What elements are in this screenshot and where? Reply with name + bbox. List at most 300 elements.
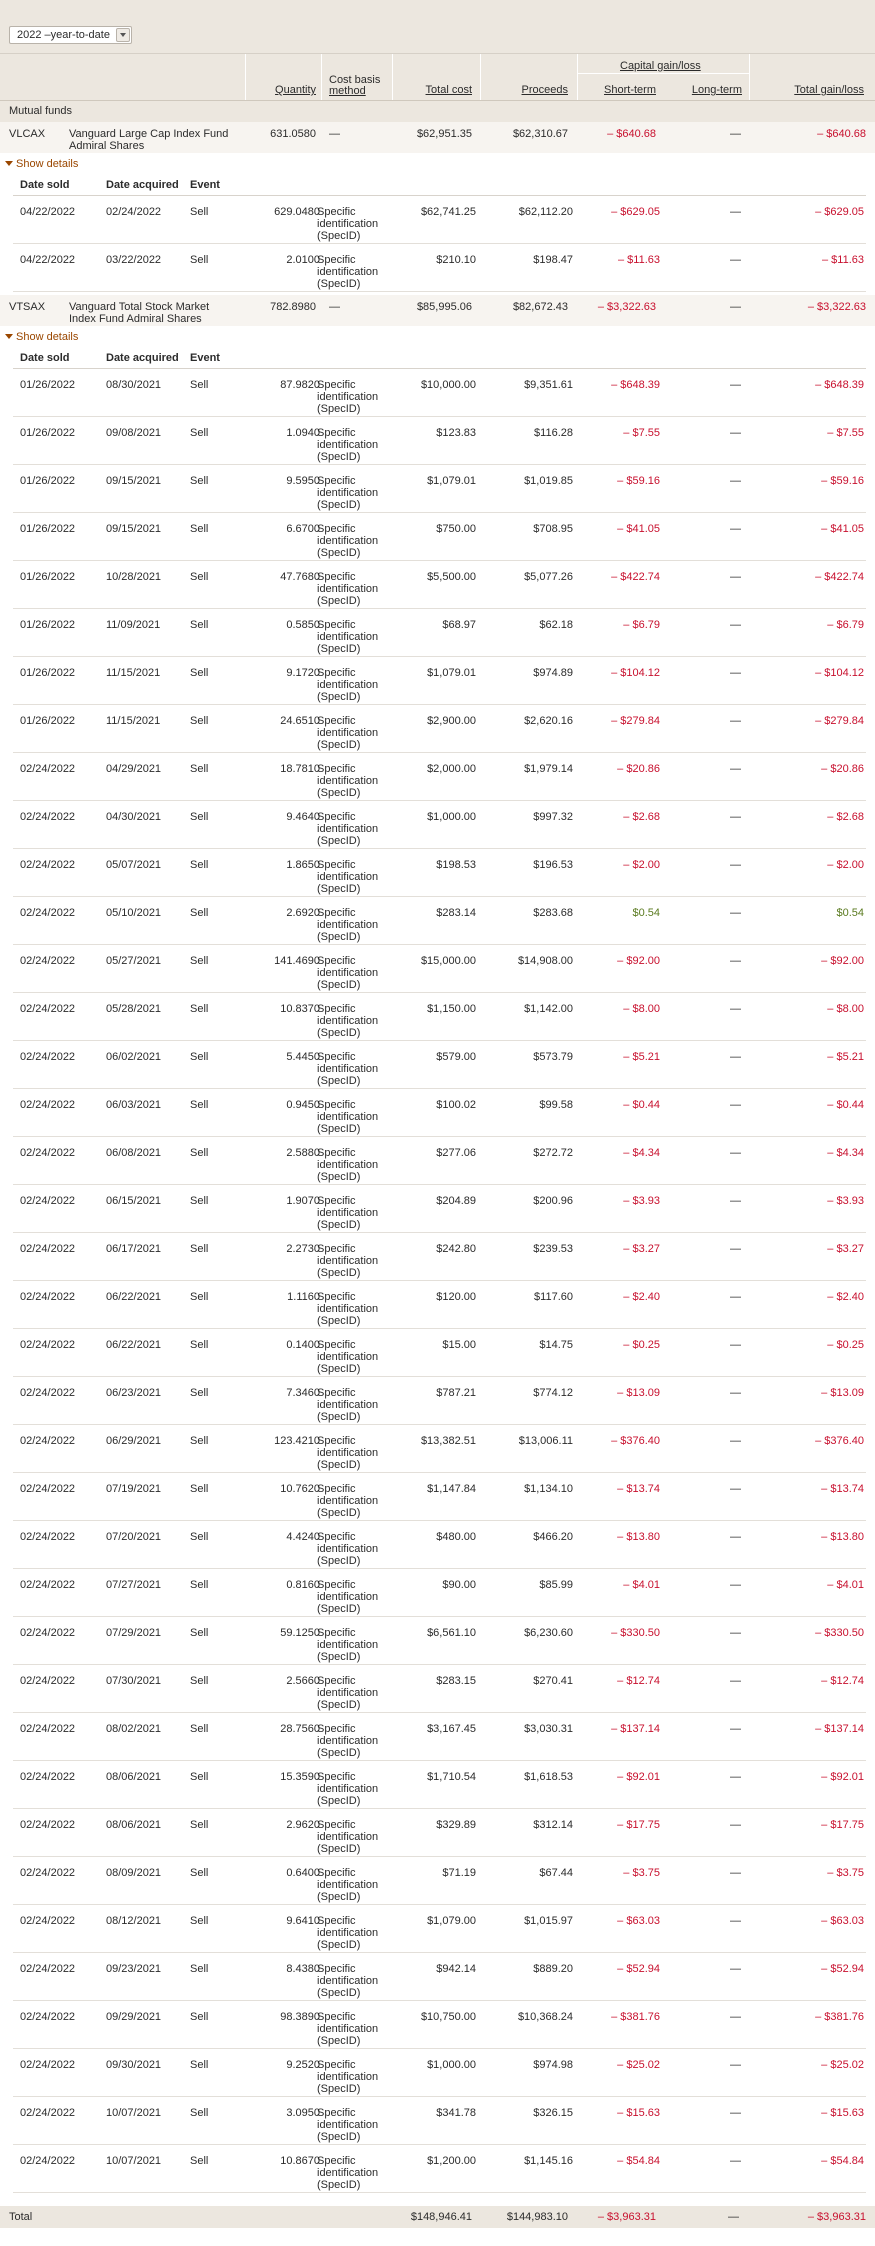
lot-row — [13, 1377, 866, 1425]
lot-total-gain-loss: – $52.94 — [821, 1963, 864, 1975]
lot-cost-basis-method: Specific identification (SpecID) — [317, 2059, 379, 2095]
lot-date-sold: 02/24/2022 — [20, 811, 76, 823]
lot-event: Sell — [190, 1963, 209, 1975]
lot-date-acquired: 05/27/2021 — [106, 955, 162, 967]
lot-total-gain-loss: – $104.12 — [815, 667, 864, 679]
col-total-gain-loss[interactable]: Total gain/loss — [794, 84, 864, 96]
lot-date-acquired: 07/29/2021 — [106, 1627, 162, 1639]
lot-event: Sell — [190, 523, 209, 535]
lot-row — [13, 196, 866, 244]
lot-cost-basis-method: Specific identification (SpecID) — [317, 1339, 379, 1375]
lot-total-cost: $480.00 — [436, 1531, 476, 1543]
lot-quantity: 98.3890 — [280, 2011, 320, 2023]
lot-row — [13, 1425, 866, 1473]
lot-total-gain-loss: – $648.39 — [815, 379, 864, 391]
chevron-down-icon[interactable] — [116, 28, 130, 42]
lot-total-gain-loss: – $2.68 — [827, 811, 864, 823]
lot-date-sold: 02/24/2022 — [20, 1963, 76, 1975]
lot-cost-basis-method: Specific identification (SpecID) — [317, 2011, 379, 2047]
lot-date-acquired: 08/06/2021 — [106, 1819, 162, 1831]
fund-short-term: – $640.68 — [607, 128, 656, 140]
lot-cost-basis-method: Specific identification (SpecID) — [317, 907, 379, 943]
lot-proceeds: $774.12 — [533, 1387, 573, 1399]
lot-short-term: – $2.40 — [623, 1291, 660, 1303]
lot-date-acquired: 08/02/2021 — [106, 1723, 162, 1735]
lot-short-term: $0.54 — [632, 907, 660, 919]
lot-total-gain-loss: – $0.44 — [827, 1099, 864, 1111]
lot-cost-basis-method: Specific identification (SpecID) — [317, 715, 379, 751]
lot-proceeds: $196.53 — [533, 859, 573, 871]
lot-short-term: – $15.63 — [617, 2107, 660, 2119]
lot-proceeds: $67.44 — [539, 1867, 573, 1879]
fund-long-term: — — [730, 128, 741, 140]
lot-proceeds: $62,112.20 — [518, 206, 573, 218]
fund-quantity: 631.0580 — [270, 128, 316, 140]
lot-total-cost: $13,382.51 — [420, 1435, 476, 1447]
lot-proceeds: $573.79 — [533, 1051, 573, 1063]
lot-proceeds: $1,142.00 — [524, 1003, 573, 1015]
lot-long-term: — — [730, 715, 741, 727]
lot-long-term: — — [730, 1819, 741, 1831]
lot-total-gain-loss: – $13.74 — [821, 1483, 864, 1495]
lot-event: Sell — [190, 1051, 209, 1063]
lot-total-cost: $942.14 — [436, 1963, 476, 1975]
lot-total-cost: $1,200.00 — [427, 2155, 476, 2167]
lot-event: Sell — [190, 1147, 209, 1159]
lot-short-term: – $0.25 — [623, 1339, 660, 1351]
lot-cost-basis-method: Specific identification (SpecID) — [317, 206, 379, 242]
lot-total-cost: $123.83 — [436, 427, 476, 439]
lot-total-gain-loss: – $0.25 — [827, 1339, 864, 1351]
lot-col-date-sold: Date sold — [20, 179, 70, 191]
lot-proceeds: $116.28 — [534, 427, 573, 439]
lot-long-term: — — [730, 859, 741, 871]
lot-row — [13, 1233, 866, 1281]
period-select[interactable] — [9, 26, 132, 44]
lot-date-acquired: 07/27/2021 — [106, 1579, 162, 1591]
lot-quantity: 2.6920 — [286, 907, 320, 919]
lot-event: Sell — [190, 2059, 209, 2071]
lot-long-term: — — [730, 523, 741, 535]
lot-date-sold: 01/26/2022 — [20, 379, 76, 391]
lot-cost-basis-method: Specific identification (SpecID) — [317, 619, 379, 655]
lot-date-acquired: 08/12/2021 — [106, 1915, 162, 1927]
lot-header — [13, 174, 866, 196]
lot-proceeds: $974.98 — [533, 2059, 573, 2071]
lot-short-term: – $5.21 — [623, 1051, 660, 1063]
lot-proceeds: $14.75 — [539, 1339, 573, 1351]
lot-total-gain-loss: – $4.01 — [827, 1579, 864, 1591]
lot-col-date-sold: Date sold — [20, 352, 70, 364]
col-proceeds[interactable]: Proceeds — [521, 84, 568, 96]
lot-date-sold: 02/24/2022 — [20, 1291, 76, 1303]
lot-short-term: – $0.44 — [623, 1099, 660, 1111]
lot-total-gain-loss: – $92.01 — [821, 1771, 864, 1783]
lot-total-cost: $71.19 — [442, 1867, 476, 1879]
lot-short-term: – $648.39 — [611, 379, 660, 391]
fund-symbol: VLCAX — [9, 128, 46, 140]
lot-header — [13, 347, 866, 369]
lot-total-gain-loss: – $137.14 — [815, 1723, 864, 1735]
lot-quantity: 0.5850 — [286, 619, 320, 631]
lot-date-acquired: 06/15/2021 — [106, 1195, 162, 1207]
lot-short-term: – $7.55 — [623, 427, 660, 439]
lot-total-cost: $1,000.00 — [427, 811, 476, 823]
lot-total-gain-loss: – $63.03 — [821, 1915, 864, 1927]
lot-total-gain-loss: – $8.00 — [827, 1003, 864, 1015]
lot-proceeds: $2,620.16 — [524, 715, 573, 727]
col-cost-basis-method-2[interactable]: method — [329, 85, 366, 97]
lot-total-cost: $242.80 — [436, 1243, 476, 1255]
lot-event: Sell — [190, 1867, 209, 1879]
lot-date-acquired: 11/09/2021 — [106, 619, 161, 631]
fund-method: — — [329, 301, 340, 313]
lot-cost-basis-method: Specific identification (SpecID) — [317, 254, 379, 290]
lot-date-sold: 01/26/2022 — [20, 619, 76, 631]
lot-cost-basis-method: Specific identification (SpecID) — [317, 2155, 379, 2191]
lot-date-sold: 02/24/2022 — [20, 2059, 76, 2071]
lot-event: Sell — [190, 715, 209, 727]
lot-event: Sell — [190, 1483, 209, 1495]
lot-total-gain-loss: – $7.55 — [827, 427, 864, 439]
lot-date-sold: 02/24/2022 — [20, 1099, 76, 1111]
period-select-value: 2022 –year-to-date — [17, 29, 110, 41]
lot-total-gain-loss: – $54.84 — [821, 2155, 864, 2167]
fund-proceeds: $82,672.43 — [512, 301, 568, 313]
lot-event: Sell — [190, 2107, 209, 2119]
lot-cost-basis-method: Specific identification (SpecID) — [317, 1531, 379, 1567]
lot-col-event: Event — [190, 352, 220, 364]
show-details-label: Show details — [16, 158, 79, 170]
lot-total-cost: $341.78 — [436, 2107, 476, 2119]
lot-total-gain-loss: – $376.40 — [815, 1435, 864, 1447]
lot-col-date-acquired: Date acquired — [106, 179, 179, 191]
lot-date-acquired: 06/08/2021 — [106, 1147, 162, 1159]
lot-quantity: 2.9620 — [286, 1819, 320, 1831]
lot-total-gain-loss: – $13.80 — [821, 1531, 864, 1543]
lot-cost-basis-method: Specific identification (SpecID) — [317, 1723, 379, 1759]
lot-row — [13, 369, 866, 417]
lot-date-acquired: 11/15/2021 — [106, 667, 161, 679]
lot-cost-basis-method: Specific identification (SpecID) — [317, 1003, 379, 1039]
lot-cost-basis-method: Specific identification (SpecID) — [317, 1627, 379, 1663]
lot-row — [13, 1857, 866, 1905]
lot-total-gain-loss: – $3.27 — [827, 1243, 864, 1255]
lot-date-acquired: 05/07/2021 — [106, 859, 162, 871]
lot-cost-basis-method: Specific identification (SpecID) — [317, 1099, 379, 1135]
lot-proceeds: $99.58 — [539, 1099, 573, 1111]
lot-quantity: 9.5950 — [286, 475, 320, 487]
lot-quantity: 10.8370 — [280, 1003, 320, 1015]
fund-total-cost: $85,995.06 — [416, 301, 472, 313]
lot-short-term: – $330.50 — [611, 1627, 660, 1639]
total-cost: $148,946.41 — [410, 2211, 472, 2223]
lot-row — [13, 897, 866, 945]
lot-date-sold: 02/24/2022 — [20, 955, 76, 967]
fund-method: — — [329, 128, 340, 140]
col-long-term[interactable]: Long-term — [691, 84, 742, 96]
lot-total-cost: $120.00 — [436, 1291, 476, 1303]
lot-date-sold: 02/24/2022 — [20, 1627, 76, 1639]
lot-date-sold: 02/24/2022 — [20, 1867, 76, 1879]
total-short-term: – $3,963.31 — [597, 2211, 656, 2223]
col-short-term[interactable]: Short-term — [604, 84, 656, 96]
lot-row — [13, 2049, 866, 2097]
lot-total-gain-loss: – $2.40 — [827, 1291, 864, 1303]
lot-row — [13, 1953, 866, 2001]
lot-total-cost: $100.02 — [436, 1099, 476, 1111]
fund-total-gain-loss: – $3,322.63 — [807, 301, 866, 313]
lot-short-term: – $92.01 — [617, 1771, 660, 1783]
show-details-toggle[interactable] — [0, 154, 875, 174]
lot-date-acquired: 04/29/2021 — [106, 763, 162, 775]
lot-date-sold: 02/24/2022 — [20, 1483, 76, 1495]
lot-total-cost: $10,000.00 — [420, 379, 476, 391]
lot-date-acquired: 03/22/2022 — [106, 254, 162, 266]
col-total-cost[interactable]: Total cost — [425, 84, 472, 96]
lot-total-gain-loss: – $5.21 — [827, 1051, 864, 1063]
lot-cost-basis-method: Specific identification (SpecID) — [317, 1291, 379, 1327]
caret-down-icon — [5, 161, 13, 166]
lot-quantity: 0.8160 — [286, 1579, 320, 1591]
lot-proceeds: $1,618.53 — [524, 1771, 573, 1783]
lot-total-cost: $750.00 — [436, 523, 476, 535]
lot-date-sold: 02/24/2022 — [20, 2011, 76, 2023]
lot-date-sold: 02/24/2022 — [20, 1723, 76, 1735]
lot-cost-basis-method: Specific identification (SpecID) — [317, 475, 379, 511]
lot-total-cost: $6,561.10 — [427, 1627, 476, 1639]
lot-proceeds: $14,908.00 — [517, 955, 573, 967]
lot-long-term: — — [730, 763, 741, 775]
lot-date-sold: 02/24/2022 — [20, 1819, 76, 1831]
lot-row — [13, 1761, 866, 1809]
lot-total-cost: $579.00 — [436, 1051, 476, 1063]
lot-date-acquired: 11/15/2021 — [106, 715, 161, 727]
lot-quantity: 5.4450 — [286, 1051, 320, 1063]
lot-total-cost: $15.00 — [442, 1339, 476, 1351]
lot-short-term: – $92.00 — [617, 955, 660, 967]
lot-long-term: — — [730, 811, 741, 823]
lot-total-gain-loss: – $11.63 — [821, 254, 864, 266]
lot-long-term: — — [730, 254, 741, 266]
lot-date-sold: 02/24/2022 — [20, 1051, 76, 1063]
lot-row — [13, 2145, 866, 2193]
lot-total-gain-loss: – $41.05 — [821, 523, 864, 535]
lot-date-acquired: 06/22/2021 — [106, 1291, 162, 1303]
lot-long-term: — — [730, 667, 741, 679]
lot-total-gain-loss: – $13.09 — [821, 1387, 864, 1399]
lot-event: Sell — [190, 1579, 209, 1591]
lot-quantity: 3.0950 — [286, 2107, 320, 2119]
total-proceeds: $144,983.10 — [506, 2211, 568, 2223]
lot-proceeds: $1,145.16 — [524, 2155, 573, 2167]
lot-short-term: – $422.74 — [611, 571, 660, 583]
lot-date-sold: 02/24/2022 — [20, 1579, 76, 1591]
lot-long-term: — — [730, 619, 741, 631]
lot-proceeds: $283.68 — [533, 907, 573, 919]
lot-date-sold: 02/24/2022 — [20, 1435, 76, 1447]
lot-quantity: 9.6410 — [286, 1915, 320, 1927]
lot-short-term: – $13.80 — [617, 1531, 660, 1543]
lot-date-acquired: 10/07/2021 — [106, 2107, 162, 2119]
lot-quantity: 9.4640 — [286, 811, 320, 823]
lot-date-sold: 02/24/2022 — [20, 1387, 76, 1399]
lot-quantity: 59.1250 — [280, 1627, 320, 1639]
lot-quantity: 1.8650 — [286, 859, 320, 871]
lot-total-cost: $62,741.25 — [420, 206, 476, 218]
lot-total-cost: $198.53 — [436, 859, 476, 871]
lot-cost-basis-method: Specific identification (SpecID) — [317, 1819, 379, 1855]
lot-quantity: 2.5880 — [286, 1147, 320, 1159]
lot-cost-basis-method: Specific identification (SpecID) — [317, 667, 379, 703]
lot-total-gain-loss: – $422.74 — [815, 571, 864, 583]
lot-total-cost: $2,000.00 — [427, 763, 476, 775]
show-details-label: Show details — [16, 331, 79, 343]
lot-total-gain-loss: – $12.74 — [821, 1675, 864, 1687]
lot-long-term: — — [730, 2011, 741, 2023]
lot-row — [13, 1041, 866, 1089]
lot-short-term: – $63.03 — [617, 1915, 660, 1927]
lot-proceeds: $9,351.61 — [524, 379, 573, 391]
lot-date-sold: 01/26/2022 — [20, 523, 76, 535]
lot-cost-basis-method: Specific identification (SpecID) — [317, 1963, 379, 1999]
lot-total-gain-loss: – $629.05 — [815, 206, 864, 218]
lot-proceeds: $85.99 — [539, 1579, 573, 1591]
lot-short-term: – $104.12 — [611, 667, 660, 679]
lot-short-term: – $13.09 — [617, 1387, 660, 1399]
lot-event: Sell — [190, 667, 209, 679]
lot-total-gain-loss: – $3.93 — [827, 1195, 864, 1207]
lot-quantity: 15.3590 — [280, 1771, 320, 1783]
lot-row — [13, 849, 866, 897]
lot-date-acquired: 05/10/2021 — [106, 907, 162, 919]
lot-quantity: 28.7560 — [280, 1723, 320, 1735]
lot-event: Sell — [190, 1723, 209, 1735]
total-label: Total — [9, 2211, 33, 2223]
lot-col-event: Event — [190, 179, 220, 191]
lot-quantity: 9.2520 — [286, 2059, 320, 2071]
lot-cost-basis-method: Specific identification (SpecID) — [317, 523, 379, 559]
lot-quantity: 18.7810 — [280, 763, 320, 775]
lot-proceeds: $272.72 — [533, 1147, 573, 1159]
lot-short-term: – $3.27 — [623, 1243, 660, 1255]
lot-quantity: 141.4690 — [274, 955, 320, 967]
lot-date-sold: 02/24/2022 — [20, 1243, 76, 1255]
lot-proceeds: $62.18 — [539, 619, 573, 631]
lot-total-gain-loss: – $15.63 — [821, 2107, 864, 2119]
lot-quantity: 0.6400 — [286, 1867, 320, 1879]
lot-cost-basis-method: Specific identification (SpecID) — [317, 1579, 379, 1615]
lot-date-acquired: 09/15/2021 — [106, 523, 162, 535]
lot-total-cost: $15,000.00 — [420, 955, 476, 967]
lot-proceeds: $198.47 — [533, 254, 573, 266]
lot-total-gain-loss: – $330.50 — [815, 1627, 864, 1639]
lot-date-acquired: 07/30/2021 — [106, 1675, 162, 1687]
lot-row — [13, 1665, 866, 1713]
fund-row — [0, 295, 875, 327]
lot-cost-basis-method: Specific identification (SpecID) — [317, 811, 379, 847]
lot-quantity: 8.4380 — [286, 1963, 320, 1975]
lot-event: Sell — [190, 1531, 209, 1543]
lot-quantity: 1.1160 — [287, 1291, 320, 1303]
lot-quantity: 2.5660 — [286, 1675, 320, 1687]
lot-quantity: 24.6510 — [280, 715, 320, 727]
lot-row — [13, 945, 866, 993]
lot-long-term: — — [730, 1963, 741, 1975]
lot-row — [13, 465, 866, 513]
lot-proceeds: $239.53 — [533, 1243, 573, 1255]
lot-event: Sell — [190, 2155, 209, 2167]
lot-long-term: — — [730, 1435, 741, 1447]
lot-proceeds: $200.96 — [533, 1195, 573, 1207]
lot-event: Sell — [190, 1387, 209, 1399]
lot-date-sold: 01/26/2022 — [20, 667, 76, 679]
lot-date-acquired: 10/28/2021 — [106, 571, 162, 583]
lot-total-cost: $1,147.84 — [427, 1483, 476, 1495]
lot-row — [13, 705, 866, 753]
lot-long-term: — — [730, 955, 741, 967]
lot-date-sold: 01/26/2022 — [20, 715, 76, 727]
lot-row — [13, 1329, 866, 1377]
lot-event: Sell — [190, 1339, 209, 1351]
lot-long-term: — — [730, 571, 741, 583]
lot-date-sold: 02/24/2022 — [20, 1771, 76, 1783]
lot-total-cost: $1,000.00 — [427, 2059, 476, 2071]
lot-date-sold: 01/26/2022 — [20, 571, 76, 583]
lot-date-sold: 02/24/2022 — [20, 763, 76, 775]
fund-total-gain-loss: – $640.68 — [817, 128, 866, 140]
lot-row — [13, 561, 866, 609]
lot-row — [13, 244, 866, 292]
col-capital-gain-loss: Capital gain/loss — [620, 60, 701, 72]
lot-total-gain-loss: – $20.86 — [821, 763, 864, 775]
lot-long-term: — — [730, 2059, 741, 2071]
lot-quantity: 2.0100 — [286, 254, 320, 266]
lot-long-term: — — [730, 1483, 741, 1495]
lot-long-term: — — [730, 2155, 741, 2167]
lot-event: Sell — [190, 254, 209, 266]
lot-date-acquired: 07/20/2021 — [106, 1531, 162, 1543]
lot-proceeds: $326.15 — [533, 2107, 573, 2119]
lot-long-term: — — [730, 1771, 741, 1783]
lot-quantity: 10.7620 — [280, 1483, 320, 1495]
lot-event: Sell — [190, 1243, 209, 1255]
lot-total-cost: $68.97 — [442, 619, 476, 631]
lot-cost-basis-method: Specific identification (SpecID) — [317, 1195, 379, 1231]
lot-date-acquired: 06/02/2021 — [106, 1051, 162, 1063]
lot-short-term: – $629.05 — [611, 206, 660, 218]
lot-event: Sell — [190, 571, 209, 583]
lot-quantity: 47.7680 — [280, 571, 320, 583]
lot-quantity: 10.8670 — [280, 2155, 320, 2167]
lot-short-term: – $279.84 — [611, 715, 660, 727]
lot-total-cost: $3,167.45 — [427, 1723, 476, 1735]
lot-date-sold: 01/26/2022 — [20, 427, 76, 439]
show-details-toggle[interactable] — [0, 327, 875, 347]
col-cost-basis-method-1[interactable]: Cost basis — [329, 74, 381, 86]
lot-row — [13, 1617, 866, 1665]
lot-cost-basis-method: Specific identification (SpecID) — [317, 763, 379, 799]
lot-long-term: — — [730, 379, 741, 391]
lot-short-term: – $17.75 — [617, 1819, 660, 1831]
fund-quantity: 782.8980 — [270, 301, 316, 313]
lot-long-term: — — [730, 1675, 741, 1687]
lot-long-term: — — [730, 1195, 741, 1207]
lot-quantity: 4.4240 — [286, 1531, 320, 1543]
lot-short-term: – $2.68 — [623, 811, 660, 823]
lot-proceeds: $708.95 — [533, 523, 573, 535]
col-quantity[interactable]: Quantity — [275, 84, 316, 96]
